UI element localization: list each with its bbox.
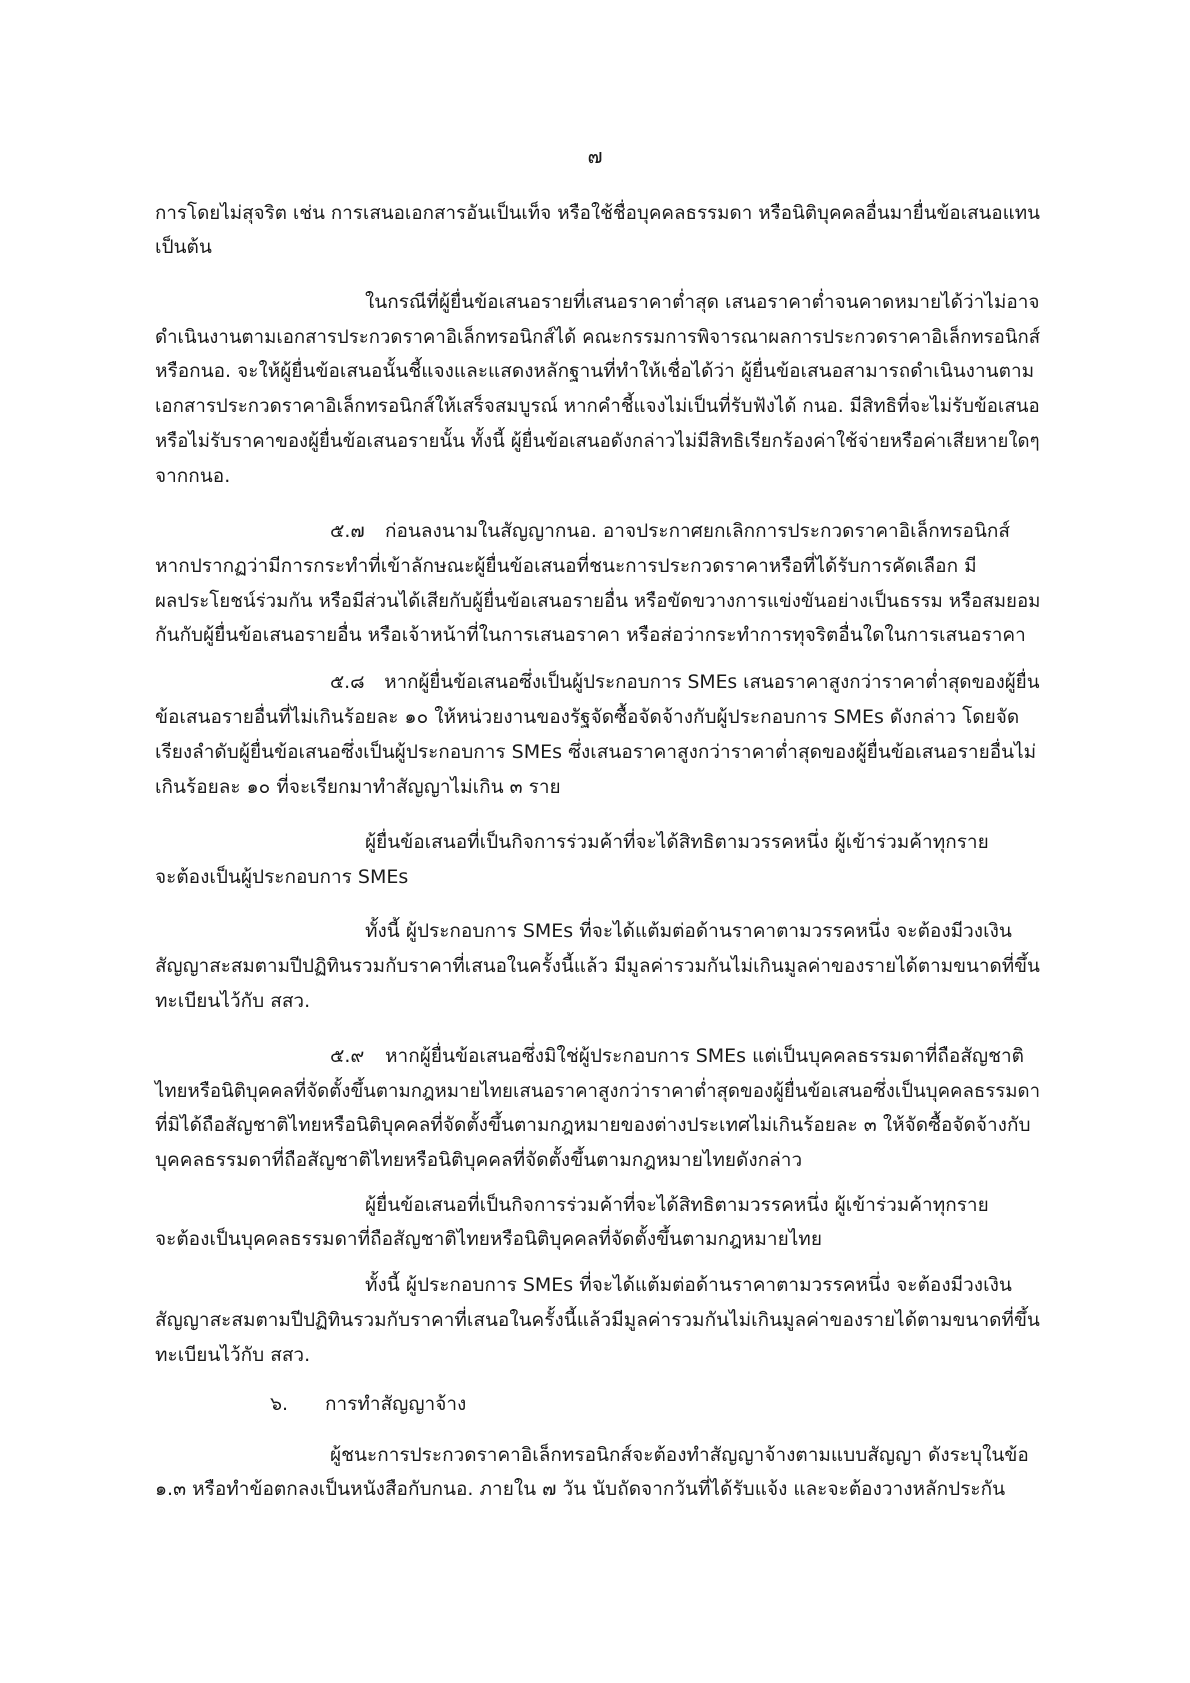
section-number: ๖. [270, 1393, 289, 1415]
paragraph-line: ไทยหรือนิติบุคคลที่จัดตั้งขึ้นตามกฎหมายไทยเสนอราคาสูงกว่าราคาต่ำสุดของผู้ยื่นข้อเสนอซึ่งเป็นบุคคลธรรมดา [155, 1080, 1041, 1102]
paragraph-line: หากผู้ยื่นข้อเสนอซึ่งมิใช่ผู้ประกอบการ SMEs แต่เป็นบุคคลธรรมดาที่ถือสัญชาติ [385, 1045, 1025, 1067]
paragraph-line: ก่อนลงนามในสัญญากนอ. อาจประกาศยกเลิกการประกวดราคาอิเล็กทรอนิกส์ [385, 520, 1010, 542]
paragraph-line: จะต้องเป็นผู้ประกอบการ SMEs [155, 866, 409, 888]
paragraph-line: ผลประโยชน์ร่วมกัน หรือมีส่วนได้เสียกับผู้ยื่นข้อเสนอรายอื่น หรือขัดขวางการแข่งขันอย่างเป็นธรรม หรือสมยอม [155, 590, 1041, 612]
section-5-7-first-line [330, 516, 1010, 546]
paragraph-line: ผู้ชนะการประกวดราคาอิเล็กทรอนิกส์จะต้องทำสัญญาจ้างตามแบบสัญญา ดังระบุในข้อ [330, 1444, 1029, 1466]
paragraph-line: เรียงลำดับผู้ยื่นข้อเสนอซึ่งเป็นผู้ประกอบการ SMEs ซึ่งเสนอราคาสูงกว่าราคาต่ำสุดของผู้ยื่นข้อเสนอรายอื่นไม่ [155, 741, 1037, 763]
paragraph-line: สัญญาสะสมตามปีปฏิทินรวมกับราคาที่เสนอในครั้งนี้แล้ว มีมูลค่ารวมกันไม่เกินมูลค่าของรายได้ตามขนาดที่ขึ้น [155, 955, 1040, 977]
paragraph-line: ๑.๓ หรือทำข้อตกลงเป็นหนังสือกับกนอ. ภายใน ๗ วัน นับถัดจากวันที่ได้รับแจ้ง และจะต้องวางหลักประกัน [155, 1478, 1006, 1500]
section-5-9-first-line [330, 1041, 1024, 1071]
paragraph-line: ในกรณีที่ผู้ยื่นข้อเสนอรายที่เสนอราคาต่ำสุด เสนอราคาต่ำจนคาดหมายได้ว่าไม่อาจ [365, 291, 1040, 313]
paragraph-line: ดำเนินงานตามเอกสารประกวดราคาอิเล็กทรอนิกส์ได้ คณะกรรมการพิจารณาผลการประกวดราคาอิเล็กทรอนิกส์ [155, 326, 1041, 348]
paragraph-line: ทั้งนี้ ผู้ประกอบการ SMEs ที่จะได้แต้มต่อด้านราคาตามวรรคหนึ่ง จะต้องมีวงเงิน [365, 920, 1012, 942]
paragraph-line: สัญญาสะสมตามปีปฏิทินรวมกับราคาที่เสนอในครั้งนี้แล้วมีมูลค่ารวมกันไม่เกินมูลค่าของรายได้ตามขนาดที่ขึ้น [155, 1309, 1040, 1331]
paragraph-line: ข้อเสนอรายอื่นที่ไม่เกินร้อยละ ๑๐ ให้หน่วยงานของรัฐจัดซื้อจัดจ้างกับผู้ประกอบการ SMEs ดังกล่าว โดยจัด [155, 706, 1020, 728]
section-number: ๕.๗ [330, 520, 365, 542]
paragraph-line: หรือกนอ. จะให้ผู้ยื่นข้อเสนอนั้นชี้แจงและแสดงหลักฐานที่ทำให้เชื่อได้ว่า ผู้ยื่นข้อเสนอสามารถดำเนินงานตาม [155, 360, 1035, 382]
paragraph-line: หากปรากฏว่ามีการกระทำที่เข้าลักษณะผู้ยื่นข้อเสนอที่ชนะการประกวดราคาหรือที่ได้รับการคัดเลือก มี [155, 555, 977, 577]
paragraph-line: ทะเบียนไว้กับ สสว. [155, 990, 311, 1012]
paragraph-line: การโดยไม่สุจริต เช่น การเสนอเอกสารอันเป็นเท็จ หรือใช้ชื่อบุคคลธรรมดา หรือนิติบุคคลอื่นมายื่นข้อเสนอแทน [155, 202, 1041, 224]
paragraph-line: เอกสารประกวดราคาอิเล็กทรอนิกส์ให้เสร็จสมบูรณ์ หากคำชี้แจงไม่เป็นที่รับฟังได้ กนอ. มีสิทธิที่จะไม่รับข้อเสนอ [155, 395, 1040, 417]
paragraph-line: ที่มิได้ถือสัญชาติไทยหรือนิติบุคคลที่จัดตั้งขึ้นตามกฎหมายของต่างประเทศไม่เกินร้อยละ ๓ ให้จัดซื้อจัดจ้างกับ [155, 1114, 1031, 1136]
page-number: ๗ [587, 144, 603, 168]
paragraph-line: เกินร้อยละ ๑๐ ที่จะเรียกมาทำสัญญาไม่เกิน ๓ ราย [155, 776, 561, 798]
paragraph-line: ทะเบียนไว้กับ สสว. [155, 1344, 311, 1366]
section-number: ๕.๘ [330, 671, 365, 693]
paragraph-line: จากกนอ. [155, 465, 231, 487]
section-5-8-first-line [330, 667, 1040, 697]
paragraph-line: ผู้ยื่นข้อเสนอที่เป็นกิจการร่วมค้าที่จะได้สิทธิตามวรรคหนึ่ง ผู้เข้าร่วมค้าทุกราย [365, 831, 989, 853]
paragraph-line: หากผู้ยื่นข้อเสนอซึ่งเป็นผู้ประกอบการ SMEs เสนอราคาสูงกว่าราคาต่ำสุดของผู้ยื่น [384, 671, 1040, 693]
paragraph-line: เป็นต้น [155, 236, 212, 258]
paragraph-line: ผู้ยื่นข้อเสนอที่เป็นกิจการร่วมค้าที่จะได้สิทธิตามวรรคหนึ่ง ผู้เข้าร่วมค้าทุกราย [365, 1194, 989, 1216]
paragraph-line: หรือไม่รับราคาของผู้ยื่นข้อเสนอรายนั้น ทั้งนี้ ผู้ยื่นข้อเสนอดังกล่าวไม่มีสิทธิเรียกร้องค่าใช้จ่ายหรือค่าเสียหายใดๆ [155, 430, 1040, 452]
paragraph-line: กันกับผู้ยื่นข้อเสนอรายอื่น หรือเจ้าหน้าที่ในการเสนอราคา หรือส่อว่ากระทำการทุจริตอื่นใดในการเสนอราคา [155, 624, 1026, 646]
section-title: การทำสัญญาจ้าง [325, 1393, 467, 1415]
paragraph-line: ทั้งนี้ ผู้ประกอบการ SMEs ที่จะได้แต้มต่อด้านราคาตามวรรคหนึ่ง จะต้องมีวงเงิน [365, 1274, 1012, 1296]
section-number: ๕.๙ [330, 1045, 365, 1067]
paragraph-line: จะต้องเป็นบุคคลธรรมดาที่ถือสัญชาติไทยหรือนิติบุคคลที่จัดตั้งขึ้นตามกฎหมายไทย [155, 1228, 822, 1250]
paragraph-line: บุคคลธรรมดาที่ถือสัญชาติไทยหรือนิติบุคคลที่จัดตั้งขึ้นตามกฎหมายไทยดังกล่าว [155, 1149, 803, 1171]
section-6-heading [270, 1389, 466, 1419]
